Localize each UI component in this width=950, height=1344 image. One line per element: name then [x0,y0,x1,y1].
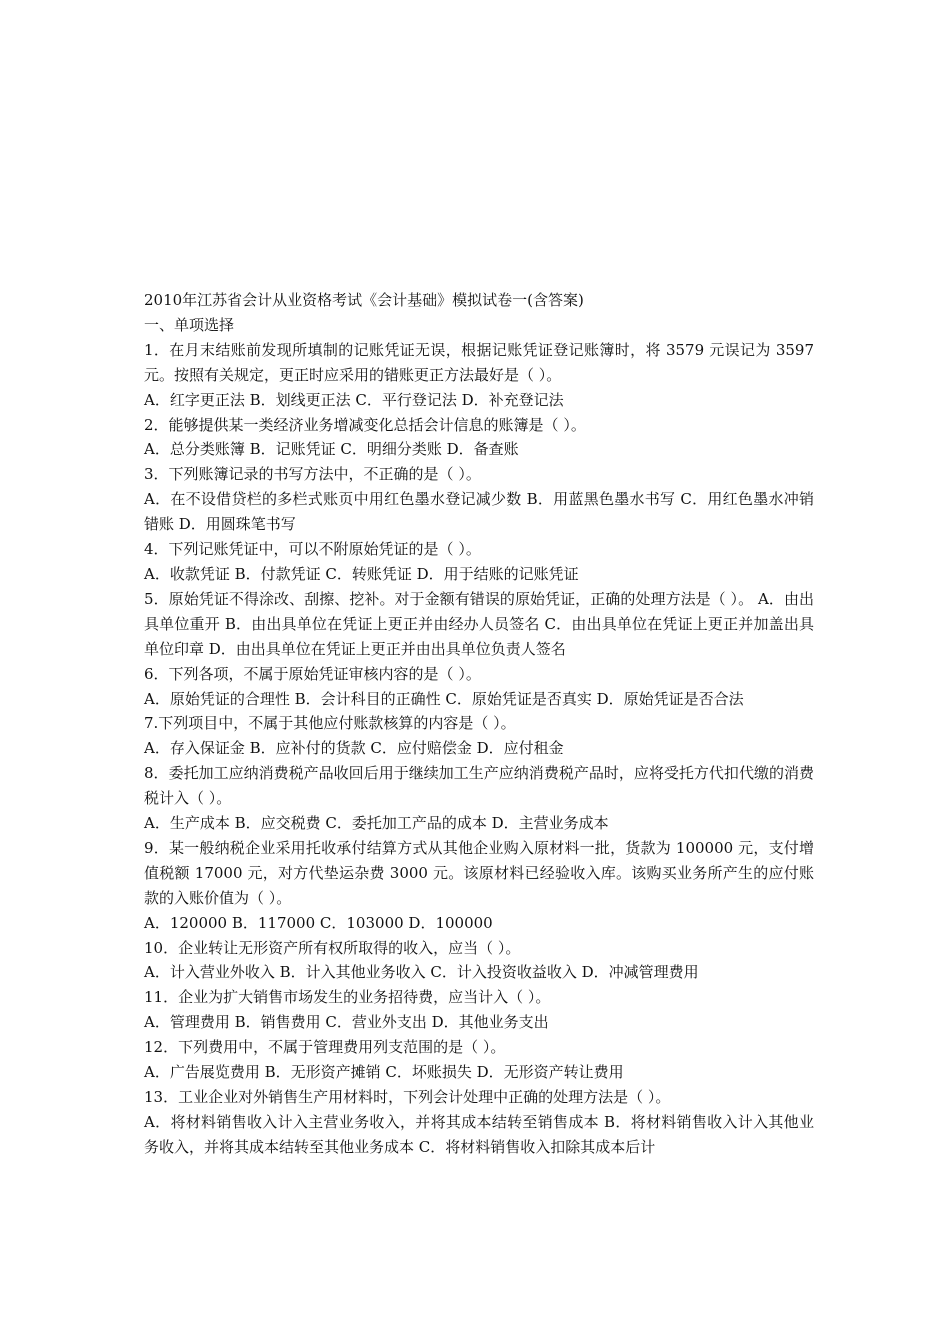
question-6: 6．下列各项，不属于原始凭证审核内容的是（ ）。 [144,664,481,683]
question-1: 1．在月末结账前发现所填制的记账凭证无误，根据记账凭证登记账簿时，将 3579 元误记为 3597 元。按照有关规定，更正时应采用的错账更正方法最好是（ ）。 [144,340,814,384]
options-2: A．总分类账簿 B．记账凭证 C．明细分类账 D．备查账 [144,440,519,459]
options-4: A．收款凭证 B．付款凭证 C．转账凭证 D．用于结账的记账凭证 [144,564,579,583]
options-12: A．广告展览费用 B．无形资产摊销 C．坏账损失 D．无形资产转让费用 [144,1063,624,1082]
question-12: 12．下列费用中，不属于管理费用列支范围的是（ ）。 [144,1038,506,1057]
options-6: A．原始凭证的合理性 B．会计科目的正确性 C．原始凭证是否真实 D．原始凭证是否合法 [144,689,744,708]
options-1: A．红字更正法 B．划线更正法 C．平行登记法 D．补充登记法 [144,390,564,409]
question-13: 13．工业企业对外销售生产用材料时，下列会计处理中正确的处理方法是（ ）。 [144,1088,671,1106]
document-page [144,288,814,1160]
question-5: 5．原始凭证不得涂改、刮擦、挖补。对于金额有错误的原始凭证，正确的处理方法是（ ）。 A．由出具单位重开 B．由出具单位在凭证上更正并由经办人员签名 C．由出具单位在凭证上更正并加盖出具单位印章 D．由出具单位在凭证上更正并由出具单位负责人签名 [144,589,814,658]
question-11: 11．企业为扩大销售市场发生的业务招待费，应当计入（ ）。 [144,988,551,1007]
section-heading: 一、单项选择 [144,315,235,334]
document-title: 2010年江苏省会计从业资格考试《会计基础》模拟试卷一(含答案) [144,291,584,309]
options-8: A．生产成本 B．应交税费 C．委托加工产品的成本 D．主营业务成本 [144,814,609,833]
options-9: A．120000 B．117000 C．103000 D．100000 [144,913,493,932]
question-10: 10．企业转让无形资产所有权所取得的收入，应当（ ）。 [144,938,521,957]
question-9: 9．某一般纳税企业采用托收承付结算方式从其他企业购入原材料一批，货款为 100000 元，支付增值税额 17000 元，对方代垫运杂费 3000 元。该原材料已经验收入库。该购买业务所产生的应付账款的入账价值为（ ）。 [144,838,814,907]
question-3: 3．下列账簿记录的书写方法中，不正确的是（ ）。 [144,465,481,484]
options-3: A．在不设借贷栏的多栏式账页中用红色墨水登记减少数 B．用蓝黑色墨水书写 C．用红色墨水冲销错账 D．用圆珠笔书写 [144,490,814,534]
options-7: A．存入保证金 B．应补付的货款 C．应付赔偿金 D．应付租金 [144,739,564,758]
question-4: 4．下列记账凭证中，可以不附原始凭证的是（ ）。 [144,540,481,559]
question-8: 8．委托加工应纳消费税产品收回后用于继续加工生产应纳消费税产品时，应将受托方代扣代缴的消费税计入（ ）。 [144,764,814,808]
options-10: A．计入营业外收入 B．计入其他业务收入 C．计入投资收益收入 D．冲减管理费用 [144,963,699,982]
options-13: A．将材料销售收入计入主营业务收入，并将其成本结转至销售成本 B．将材料销售收入计入其他业务收入，并将其成本结转至其他业务成本 C．将材料销售收入扣除其成本后计 [144,1112,814,1156]
question-2: 2．能够提供某一类经济业务增减变化总括会计信息的账簿是（ ）。 [144,415,586,434]
options-11: A．管理费用 B．销售费用 C．营业外支出 D．其他业务支出 [144,1013,549,1032]
question-7: 7.下列项目中，不属于其他应付账款核算的内容是（ ）。 [144,714,516,733]
